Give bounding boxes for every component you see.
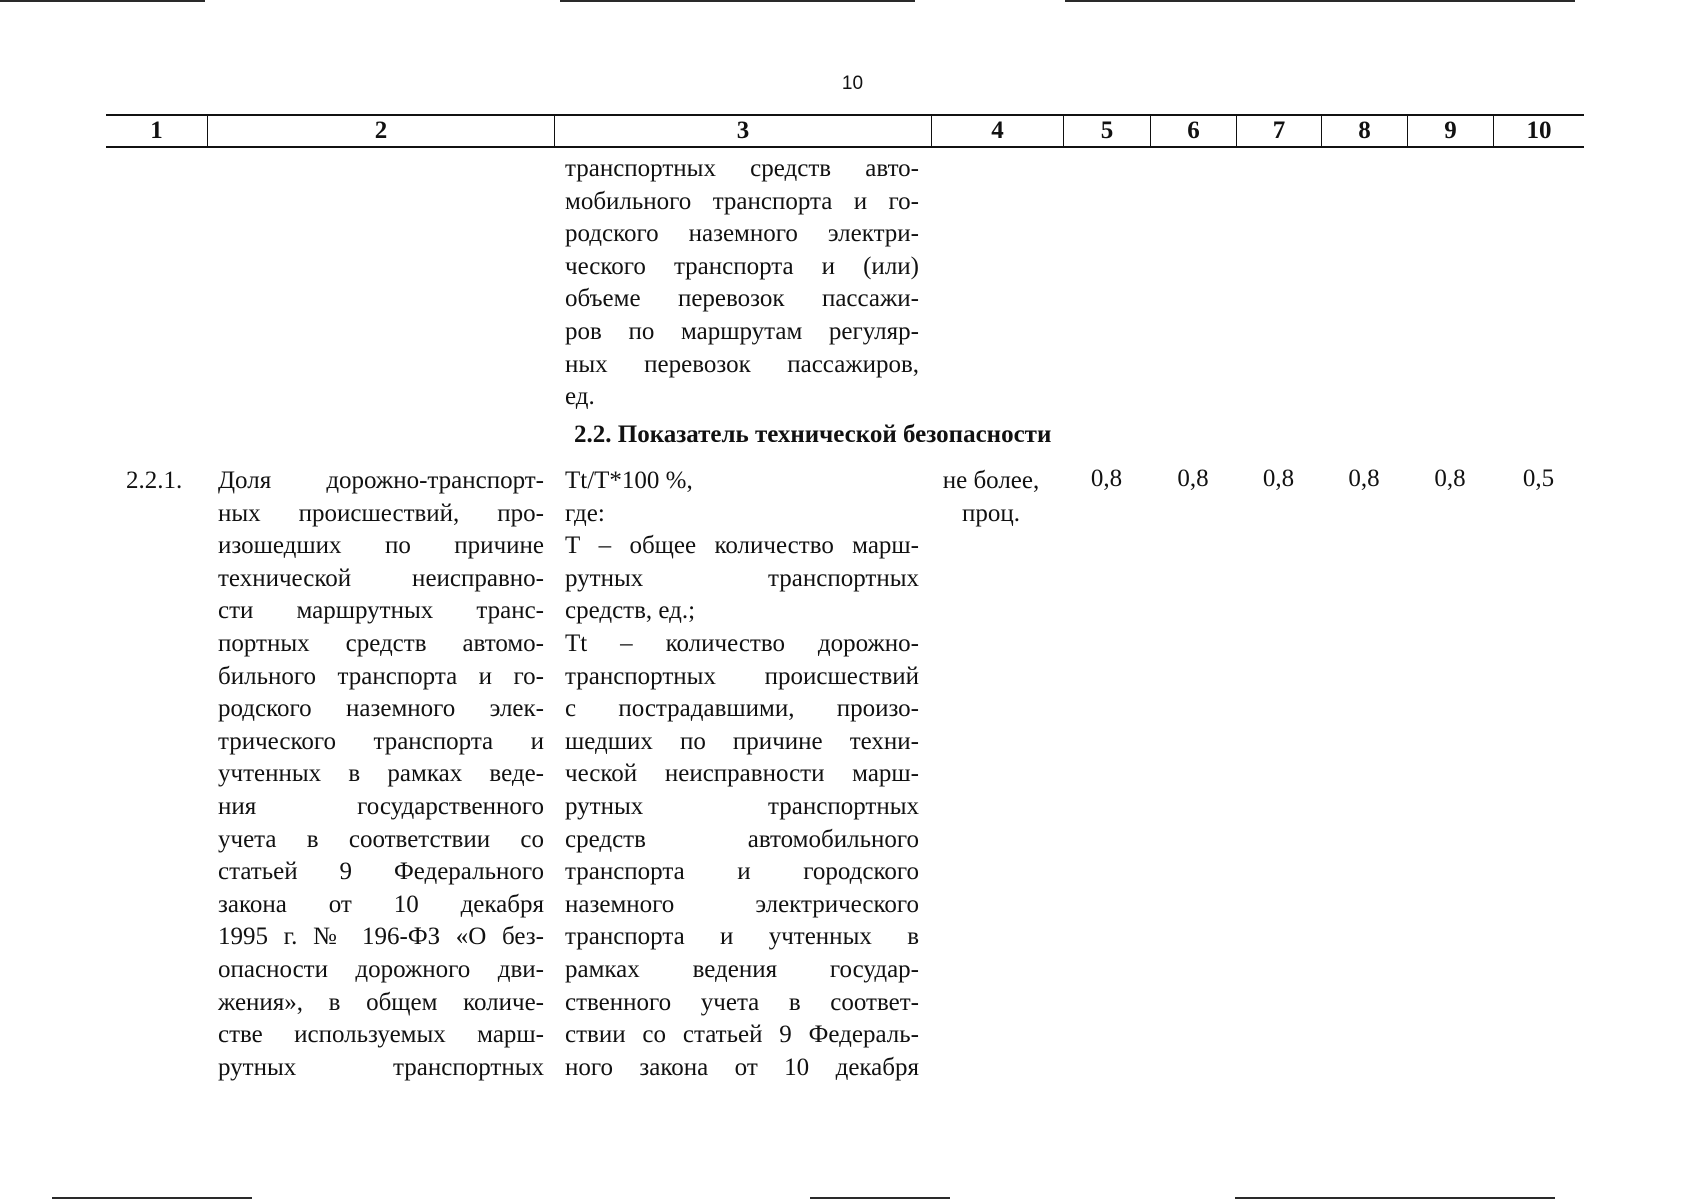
section-title: 2.2. Показатель технической безопасности [574, 421, 1052, 448]
row-name-line: бильного транспорта и го- [218, 662, 544, 690]
row-formula-line: Tt – количество дорожно- [565, 629, 919, 657]
row-formula-line: рутных транспортных [565, 792, 919, 820]
row-formula-line: ческой неисправности марш- [565, 760, 919, 788]
header-col-1: 1 [150, 117, 163, 144]
continuation-line: объеме перевозок пассажи- [565, 285, 919, 313]
table-header-row [106, 114, 1584, 148]
row-formula-line: Т – общее количество марш- [565, 532, 919, 560]
value-col-8: 0,8 [1348, 465, 1380, 492]
row-name-line: стве используемых марш- [218, 1021, 544, 1049]
row-formula-line: рутных транспортных [565, 564, 919, 592]
page-number: 10 [841, 73, 864, 94]
row-formula-line: где: [565, 499, 605, 527]
header-col-7: 7 [1236, 116, 1321, 146]
row-name-line: учтенных в рамках веде- [218, 760, 544, 788]
scan-edge-bottom-mid [810, 1197, 950, 1199]
row-name-line: технической неисправно- [218, 564, 544, 592]
scan-edge-bottom-right [1235, 1197, 1555, 1199]
row-formula-line: с пострадавшими, произо- [565, 695, 919, 723]
scan-edge-top-left [0, 0, 205, 2]
row-name-line: портных средств автомо- [218, 629, 544, 657]
row-name-line: учета в соответствии со [218, 825, 544, 853]
scan-edge-top-mid [560, 0, 915, 2]
row-formula-line: средств, ед.; [565, 597, 696, 625]
value-col-9: 0,8 [1434, 465, 1466, 492]
value-col-10: 0,5 [1522, 465, 1555, 492]
row-name-line: закона от 10 декабря [218, 890, 544, 918]
row-formula-line: шедших по причине техни- [565, 727, 919, 755]
continuation-line: родского наземного электри- [565, 220, 919, 248]
scan-edge-top-right [1065, 0, 1575, 2]
row-formula-line: ного закона от 10 декабря [565, 1053, 919, 1081]
row-id: 2.2.1. [126, 467, 183, 494]
header-col-8: 8 [1321, 116, 1407, 146]
row-name-line: статьей 9 Федерального [218, 858, 544, 886]
row-formula-cell [565, 465, 919, 1084]
header-col-9: 9 [1407, 116, 1493, 146]
continuation-line: транспортных средств авто- [565, 155, 919, 182]
row-formula-line: ственного учета в соответ- [565, 988, 919, 1016]
row-formula-line: транспортных происшествий [565, 662, 919, 690]
row-name-line: ных происшествий, про- [218, 499, 544, 527]
row-name-line: рутных транспортных [218, 1053, 544, 1081]
row-name-line: Доля дорожно-транспорт- [218, 467, 544, 494]
row-unit-line: проц. [961, 499, 1020, 527]
row-unit-line: не более, [942, 467, 1040, 494]
row-formula-line: средств автомобильного [565, 825, 919, 853]
continuation-line: ных перевозок пассажиров, [565, 350, 919, 378]
scan-edge-bottom-left [52, 1197, 252, 1199]
row-formula-line: рамках ведения государ- [565, 955, 919, 983]
header-col-3: 3 [554, 116, 931, 146]
row-formula-line: транспорта и городского [565, 858, 919, 886]
row-formula-line: Tt/T*100 %, [565, 467, 693, 494]
row-name-line: трического транспорта и [218, 727, 544, 755]
row-name-line: ния государственного [218, 792, 544, 820]
continuation-text [565, 153, 919, 414]
value-col-5: 0,8 [1090, 465, 1123, 492]
row-name-line: опасности дорожного дви- [218, 955, 544, 983]
header-col-4: 4 [931, 116, 1063, 146]
row-name-cell [218, 465, 544, 1084]
continuation-line: ров по маршрутам регуляр- [565, 317, 919, 345]
continuation-line: мобильного транспорта и го- [565, 187, 919, 215]
row-name-line: сти маршрутных транс- [218, 597, 544, 625]
header-col-6: 6 [1150, 116, 1236, 146]
row-name-line: изошедших по причине [218, 532, 544, 560]
continuation-line: ед. [565, 383, 595, 411]
value-col-7: 0,8 [1262, 465, 1295, 492]
value-col-6: 0,8 [1177, 465, 1209, 492]
header-col-5: 5 [1063, 116, 1150, 146]
header-col-2: 2 [207, 116, 554, 146]
row-formula-line: транспорта и учтенных в [565, 923, 919, 951]
header-col-10: 10 [1493, 116, 1584, 146]
row-name-line: 1995 г. № 196-ФЗ «О без- [218, 923, 544, 951]
row-name-line: родского наземного элек- [218, 695, 544, 723]
row-name-line: жения», в общем количе- [218, 988, 544, 1016]
row-unit-cell [931, 465, 1051, 530]
row-formula-line: наземного электрического [565, 890, 919, 918]
continuation-line: ческого транспорта и (или) [565, 252, 919, 280]
row-formula-line: ствии со статьей 9 Федераль- [565, 1021, 919, 1049]
